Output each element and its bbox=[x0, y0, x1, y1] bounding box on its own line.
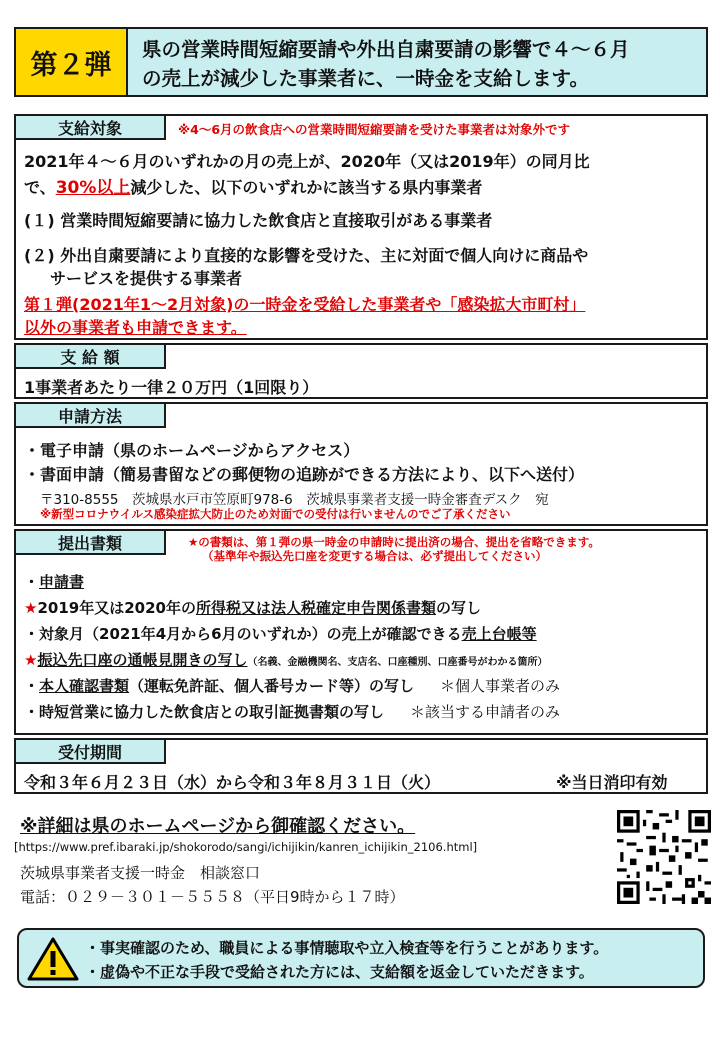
doc-identity-bullet: ・ bbox=[24, 677, 40, 695]
eligibility-item1: (１) 営業時間短縮要請に協力した飲食店と直接取引がある事業者 bbox=[24, 211, 493, 230]
header-title-line2: の売上が減少した事業者に、一時金を支給します。 bbox=[142, 67, 589, 90]
eligibility-red-line2: 以外の事業者も申請できます。 bbox=[24, 318, 247, 337]
eligibility-line2 bbox=[24, 173, 482, 198]
doc-tax-return bbox=[24, 597, 481, 618]
doc-sales-ledger bbox=[24, 623, 537, 644]
doc-bank-passbook-detail: （名義、金融機関名、支店名、口座種別、口座番号がわかる箇所） bbox=[247, 657, 548, 668]
doc-identity-scope: ＊個人事業者のみ bbox=[440, 677, 561, 695]
homepage-url[interactable]: [https://www.pref.ibaraki.jp/shokorodo/sangi/ichijikin/kanren_ichijikin_2106.html] bbox=[14, 840, 478, 854]
documents-tag: 提出書類 bbox=[16, 531, 166, 555]
star-icon: ★ bbox=[24, 651, 38, 669]
qr-code-icon[interactable] bbox=[617, 810, 711, 904]
eligibility-item2-line1: (２) 外出自粛要請により直接的な影響を受けた、主に対面で個人向けに商品や bbox=[24, 246, 589, 265]
period-section bbox=[14, 738, 708, 794]
consultation-office: 茨城県事業者支援一時金 相談窓口 bbox=[20, 864, 261, 882]
doc-tax-return-label: 所得税又は法人税確定申告関係書類 bbox=[195, 599, 436, 617]
doc-application-bullet: ・ bbox=[24, 573, 40, 591]
eligibility-item2-line2: サービスを提供する事業者 bbox=[50, 269, 243, 288]
amount-tag: 支 給 額 bbox=[16, 345, 166, 369]
eligibility-line2-post: 減少した、以下のいずれかに該当する県内事業者 bbox=[130, 178, 483, 197]
doc-transaction-proof-scope: ＊該当する申請者のみ bbox=[410, 703, 561, 721]
doc-bank-passbook bbox=[24, 649, 547, 670]
method-line1: ・電子申請（県のホームページからアクセス） bbox=[24, 441, 360, 460]
header-title bbox=[128, 29, 706, 95]
doc-sales-ledger-label: 売上台帳等 bbox=[461, 625, 537, 643]
warning-box bbox=[17, 928, 705, 988]
period-text: 令和３年６月２３日（水）から令和３年８月３１日（火） bbox=[24, 773, 441, 792]
doc-bank-passbook-label: 振込先口座の通帳見開きの写し bbox=[37, 651, 248, 669]
doc-tax-return-year: 2019年又は2020年の bbox=[37, 599, 196, 617]
eligibility-section bbox=[14, 114, 708, 340]
warning-line1: ・事実確認のため、職員による事情聴取や立入検査等を行うことがあります。 bbox=[85, 939, 609, 957]
header-title-line1: 県の営業時間短縮要請や外出自粛要請の影響で４～６月 bbox=[142, 38, 630, 61]
eligibility-note: ※4～6月の飲食店への営業時間短縮要請を受けた事業者は対象外です bbox=[178, 122, 571, 137]
eligibility-red-line1: 第１弾(2021年1～2月対象)の一時金を受給した事業者や「感染拡大市町村」 bbox=[24, 295, 586, 314]
amount-section bbox=[14, 343, 708, 399]
doc-identity-label: 本人確認書類 bbox=[39, 677, 130, 695]
eligibility-line1: 2021年４～６月のいずれかの月の売上が、2020年（又は2019年）の同月比 bbox=[24, 152, 590, 171]
method-note: ※新型コロナウイルス感染症拡大防止のため対面での受付は行いませんのでご了承ください bbox=[40, 507, 511, 521]
eligibility-threshold: 30%以上 bbox=[55, 178, 131, 198]
doc-application-label: 申請書 bbox=[39, 573, 85, 591]
eligibility-tag: 支給対象 bbox=[16, 116, 166, 140]
period-note: ※当日消印有効 bbox=[556, 773, 668, 792]
method-address: 〒310-8555 茨城県水戸市笠原町978-6 茨城県事業者支援一時金審査デスク 宛 bbox=[40, 492, 549, 508]
documents-section bbox=[14, 529, 708, 735]
documents-note2: （基準年や振込先口座を変更する場合は、必ず提出してください） bbox=[202, 549, 547, 563]
star-icon: ★ bbox=[24, 599, 38, 617]
doc-transaction-proof bbox=[24, 701, 560, 722]
warning-triangle-icon bbox=[27, 936, 79, 982]
doc-sales-ledger-desc: ・対象月（2021年4月から6月のいずれか）の売上が確認できる bbox=[24, 625, 462, 643]
doc-tax-return-suffix: の写し bbox=[435, 599, 481, 617]
method-section bbox=[14, 402, 708, 526]
method-line2: ・書面申請（簡易書留などの郵便物の追跡ができる方法により、以下へ送付） bbox=[24, 465, 585, 484]
warning-line2: ・虚偽や不正な手段で受給された方には、支給額を返金していただきます。 bbox=[85, 963, 594, 981]
eligibility-line2-pre: で、 bbox=[24, 178, 56, 197]
phase-badge: 第２弾 bbox=[16, 29, 128, 95]
method-tag: 申請方法 bbox=[16, 404, 166, 428]
doc-identity bbox=[24, 675, 560, 696]
doc-application bbox=[24, 571, 84, 592]
amount-text: 1事業者あたり一律２０万円（1回限り） bbox=[24, 378, 319, 397]
detail-notice: ※詳細は県のホームページから御確認ください。 bbox=[20, 816, 416, 837]
doc-identity-detail: （運転免許証、個人番号カード等）の写し bbox=[129, 677, 415, 695]
header-banner bbox=[14, 27, 708, 97]
doc-transaction-proof-label: ・時短営業に協力した飲食店との取引証拠書類の写し bbox=[24, 703, 385, 721]
consultation-phone[interactable]: 電話：０２９－３０１－５５５８（平日9時から１７時） bbox=[20, 888, 405, 906]
documents-note1: ★の書類は、第１弾の県一時金の申請時に提出済の場合、提出を省略できます。 bbox=[188, 535, 600, 549]
period-tag: 受付期間 bbox=[16, 740, 166, 764]
